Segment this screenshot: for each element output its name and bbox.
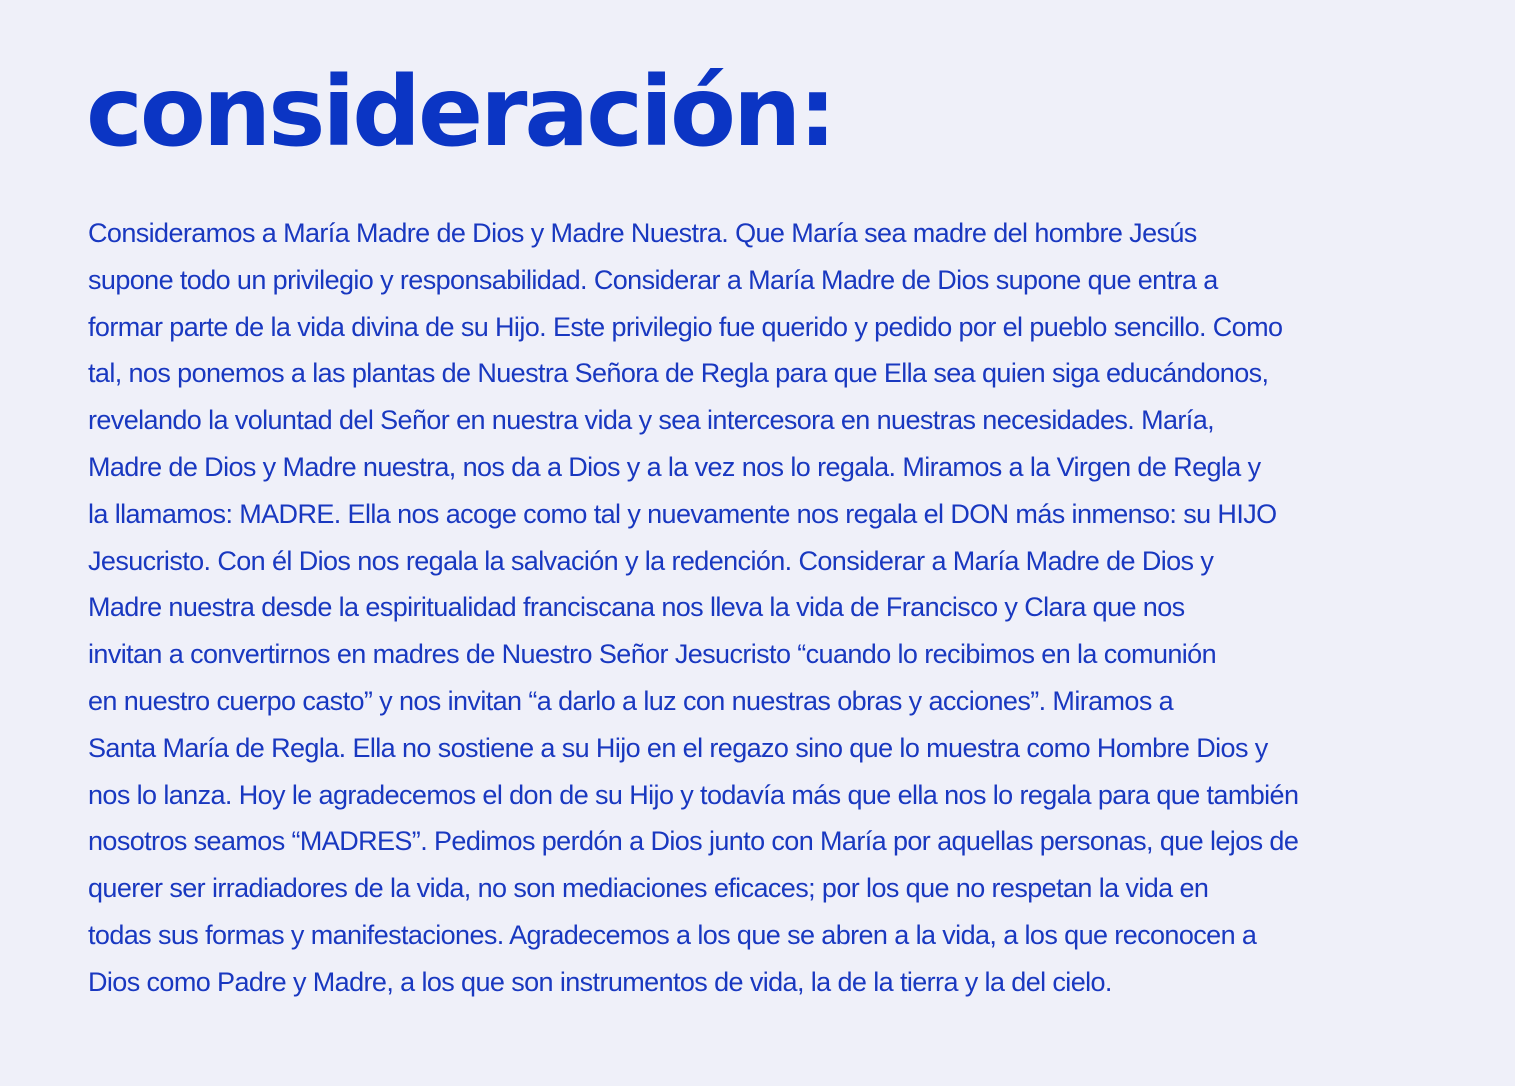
paragraph-line: Madre de Dios y Madre nuestra, nos da a Dios y a la vez nos lo regala. Miramos a la Virgen de Regla y [88,451,1261,482]
paragraph-line: revelando la voluntad del Señor en nuestra vida y sea intercesora en nuestras necesidades. María, [88,405,1215,436]
paragraph-line: Dios como Padre y Madre, a los que son instrumentos de vida, la de la tierra y la del cielo. [88,966,1112,997]
paragraph-line: nos lo lanza. Hoy le agradecemos el don de su Hijo y todavía más que ella nos lo regala para que también [88,779,1299,810]
paragraph-line: tal, nos ponemos a las plantas de Nuestra Señora de Regla para que Ella sea quien siga educándonos, [88,358,1269,389]
page-title: consideración: [86,56,834,168]
paragraph-line: Santa María de Regla. Ella no sostiene a su Hijo en el regazo sino que lo muestra como Hombre Dios y [88,732,1268,763]
paragraph-line: nosotros seamos “MADRES”. Pedimos perdón a Dios junto con María por aquellas personas, que lejos de [88,826,1299,857]
paragraph-line: supone todo un privilegio y responsabilidad. Considerar a María Madre de Dios supone que entra a [88,264,1218,295]
paragraph-line: Jesucristo. Con él Dios nos regala la salvación y la redención. Considerar a María Madre de Dios y [88,545,1214,576]
body-paragraph [88,210,1428,1006]
paragraph-line: todas sus formas y manifestaciones. Agradecemos a los que se abren a la vida, a los que reconocen a [88,919,1257,950]
paragraph-line: formar parte de la vida divina de su Hijo. Este privilegio fue querido y pedido por el pueblo sencillo. Como [88,311,1283,342]
paragraph-line: la llamamos: MADRE. Ella nos acoge como tal y nuevamente nos regala el DON más inmenso: su HIJO [88,498,1277,529]
paragraph-line: en nuestro cuerpo casto” y nos invitan “a darlo a luz con nuestras obras y acciones”. Miramos a [88,685,1174,716]
paragraph-line: invitan a convertirnos en madres de Nuestro Señor Jesucristo “cuando lo recibimos en la comunión [88,639,1217,670]
paragraph-line: Madre nuestra desde la espiritualidad franciscana nos lleva la vida de Francisco y Clara que nos [88,592,1185,623]
paragraph-line: Consideramos a María Madre de Dios y Madre Nuestra. Que María sea madre del hombre Jesús [88,218,1197,248]
paragraph-line: querer ser irradiadores de la vida, no son mediaciones eficaces; por los que no respetan la vida en [88,873,1209,904]
